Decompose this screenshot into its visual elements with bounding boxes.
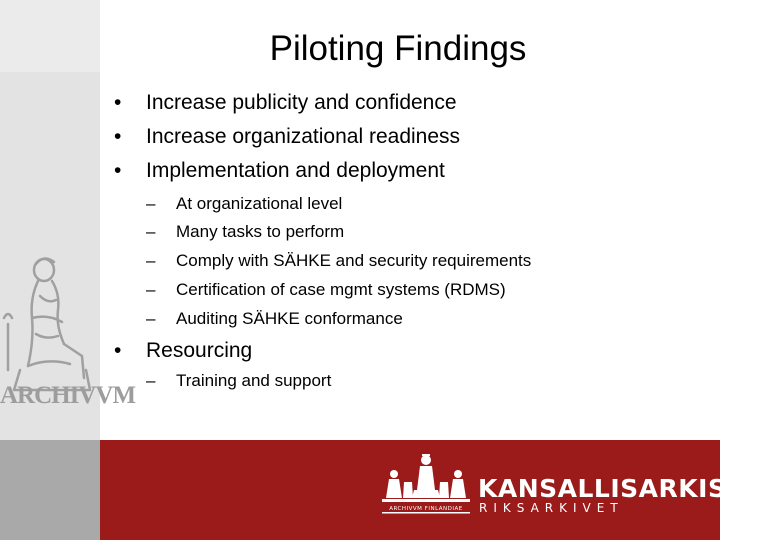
sub-bullet-marker: –: [146, 280, 156, 299]
bullet-item: [114, 159, 445, 182]
bullet-text: Resourcing: [146, 339, 253, 362]
bullet-marker: •: [114, 125, 122, 148]
sub-bullet-item: [146, 222, 345, 241]
archivvm-logo-text: ARCHIVVM: [0, 382, 136, 409]
kansallisarkisto-emblem: [380, 452, 472, 518]
sub-bullet-marker: –: [146, 251, 156, 270]
bullet-text: Increase organizational readiness: [146, 125, 461, 148]
bullet-item: [114, 91, 457, 114]
bullet-item: [114, 339, 253, 362]
sub-bullet-marker: –: [146, 371, 156, 390]
sub-bullet-marker: –: [146, 222, 156, 241]
left-side-band-top: [0, 0, 100, 72]
sub-bullet-item: [146, 280, 506, 299]
organization-subtitle: RIKSARKIVET: [479, 501, 624, 515]
sub-bullet-text: Training and support: [176, 371, 332, 390]
sub-bullet-item: [146, 309, 403, 328]
organization-name: KANSALLISARKISTO: [478, 474, 766, 503]
bullet-marker: •: [114, 159, 122, 182]
sub-bullet-text: At organizational level: [176, 194, 343, 213]
sub-bullet-item: [146, 194, 343, 213]
sub-bullet-text: Auditing SÄHKE conformance: [176, 309, 403, 328]
sub-bullet-item: [146, 251, 532, 270]
sub-bullet-marker: –: [146, 309, 156, 328]
slide-title: Piloting Findings: [269, 29, 527, 68]
bullet-marker: •: [114, 339, 122, 362]
left-side-band-bottom: [0, 440, 100, 540]
sub-bullet-text: Many tasks to perform: [176, 222, 345, 241]
emblem-caption: ARCHIVVM FINLANDIAE: [389, 506, 463, 512]
bullet-text: Implementation and deployment: [146, 159, 445, 182]
sub-bullet-text: Certification of case mgmt systems (RDMS): [176, 280, 506, 299]
sub-bullet-text: Comply with SÄHKE and security requirements: [176, 251, 532, 270]
bullet-marker: •: [114, 91, 122, 114]
sub-bullet-marker: –: [146, 194, 156, 213]
sub-bullet-item: [146, 371, 332, 390]
bullet-text: Increase publicity and confidence: [146, 91, 457, 114]
bullet-item: [114, 125, 461, 148]
